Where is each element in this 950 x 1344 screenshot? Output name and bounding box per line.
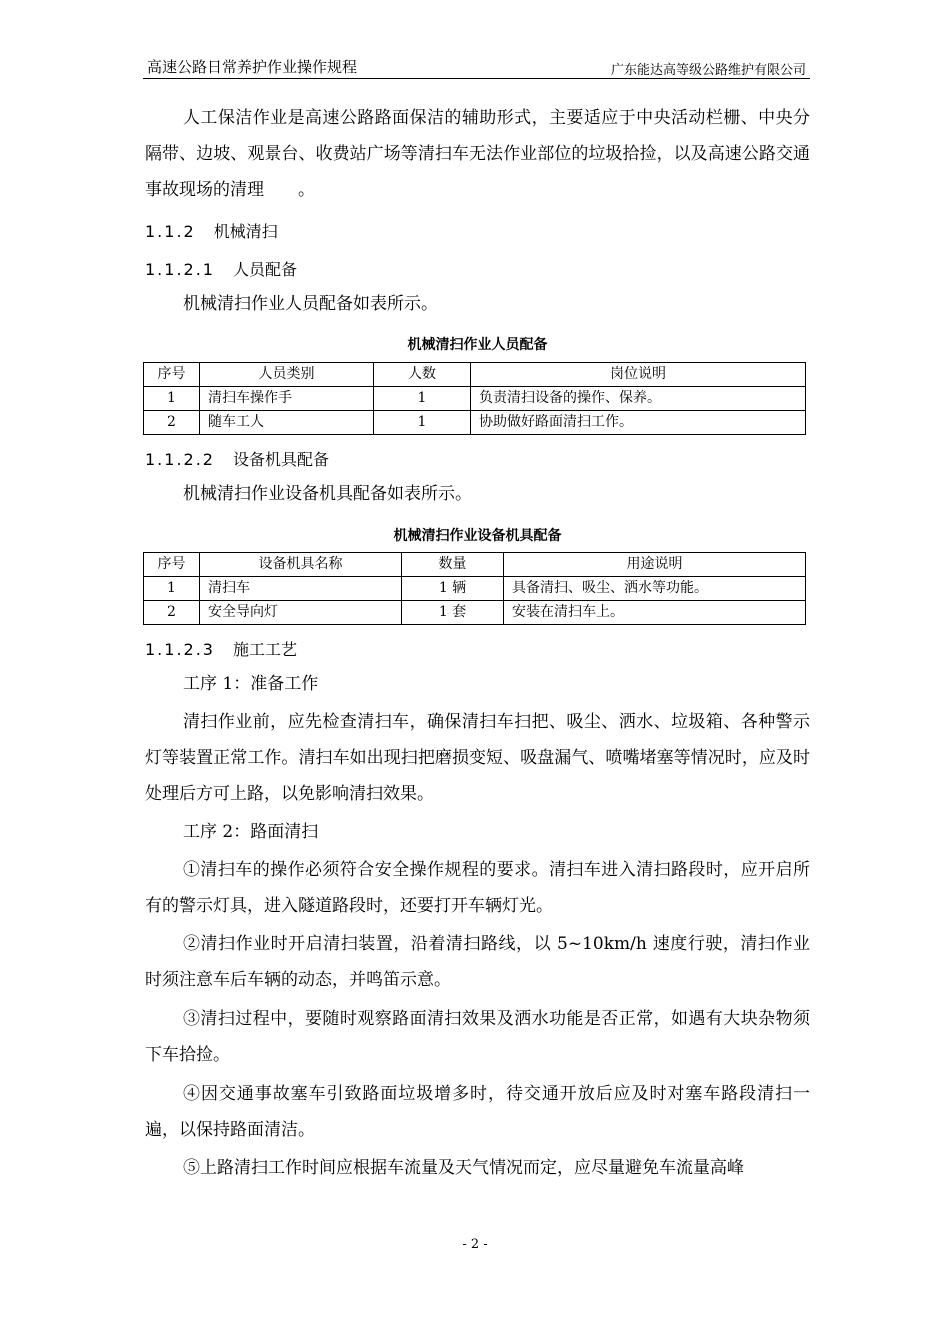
step1-title: 工序 1：准备工作 <box>183 674 319 694</box>
table-cell: 1 <box>374 387 471 411</box>
table-cell: 1 辆 <box>402 577 504 601</box>
section-heading-1-1-2-1 <box>145 257 297 280</box>
table-header-row <box>144 363 806 387</box>
table-cell: 1 <box>374 411 471 435</box>
table-header-row <box>144 553 806 577</box>
section-heading-1-1-2 <box>145 219 278 242</box>
personnel-table-caption: 机械清扫作业人员配备 <box>407 337 548 353</box>
table-cell: 2 <box>144 411 200 435</box>
table-header-cell: 人数 <box>374 363 471 387</box>
section-number: 1.1.2 <box>145 222 196 241</box>
section-title: 机械清扫 <box>213 222 278 241</box>
section-number: 1.1.2.3 <box>145 640 215 659</box>
table-header-cell: 序号 <box>144 553 200 577</box>
table-cell: 1 <box>144 577 200 601</box>
section-title: 人员配备 <box>232 260 297 279</box>
table-cell: 随车工人 <box>200 411 374 435</box>
table-row <box>144 577 806 601</box>
page-number: - 2 - <box>462 1237 488 1252</box>
table-cell: 1 套 <box>402 601 504 625</box>
table-cell: 安全导向灯 <box>200 601 402 625</box>
table-row <box>144 411 806 435</box>
section-heading-1-1-2-2 <box>145 447 329 470</box>
document-title: 高速公路日常养护作业操作规程 <box>147 58 358 76</box>
section-number: 1.1.2.2 <box>145 450 215 469</box>
step2-item-2: ②清扫作业时开启清扫装置，沿着清扫路线，以 5~10km/h 速度行驶，清扫作业时须注意车后车辆的动态，并鸣笛示意。 <box>145 934 810 990</box>
table-cell: 协助做好路面清扫工作。 <box>471 411 806 435</box>
company-name: 广东能达高等级公路维护有限公司 <box>610 63 806 78</box>
section-heading-1-1-2-3 <box>145 637 297 660</box>
table-header-cell: 设备机具名称 <box>200 553 402 577</box>
table-header-cell: 岗位说明 <box>471 363 806 387</box>
equipment-intro: 机械清扫作业设备机具配备如表所示。 <box>183 484 472 504</box>
section-title: 设备机具配备 <box>232 450 329 469</box>
table-header-cell: 数量 <box>402 553 504 577</box>
table-cell: 负责清扫设备的操作、保养。 <box>471 387 806 411</box>
table-cell: 清扫车操作手 <box>200 387 374 411</box>
equipment-table-caption: 机械清扫作业设备机具配备 <box>393 528 562 544</box>
step2-item-1: ①清扫车的操作必须符合安全操作规程的要求。清扫车进入清扫路段时，应开启所有的警示灯具，进入隧道路段时，还要打开车辆灯光。 <box>145 860 810 916</box>
table-cell: 2 <box>144 601 200 625</box>
section-title: 施工工艺 <box>232 640 297 659</box>
step2-item-5: ⑤上路清扫工作时间应根据车流量及天气情况而定，应尽量避免车流量高峰 <box>183 1158 744 1178</box>
table-cell: 清扫车 <box>200 577 402 601</box>
intro-paragraph: 人工保洁作业是高速公路路面保洁的辅助形式，主要适应于中央活动栏栅、中央分隔带、边坡、观景台、收费站广场等清扫车无法作业部位的垃圾拾捡，以及高速公路交通事故现场的清理 。 <box>145 108 810 200</box>
table-row <box>144 601 806 625</box>
table-header-cell: 用途说明 <box>504 553 806 577</box>
page-header <box>143 50 810 79</box>
step2-title: 工序 2：路面清扫 <box>183 822 319 842</box>
section-number: 1.1.2.1 <box>145 260 215 279</box>
table-cell: 安装在清扫车上。 <box>504 601 806 625</box>
equipment-table <box>143 552 806 625</box>
table-row <box>144 387 806 411</box>
personnel-intro: 机械清扫作业人员配备如表所示。 <box>183 294 438 314</box>
step2-item-3: ③清扫过程中，要随时观察路面清扫效果及洒水功能是否正常，如遇有大块杂物须下车拾捡。 <box>145 1009 810 1065</box>
personnel-table <box>143 362 806 435</box>
step2-item-4: ④因交通事故塞车引致路面垃圾增多时，待交通开放后应及时对塞车路段清扫一遍，以保持路面清洁。 <box>145 1084 810 1140</box>
table-header-cell: 人员类别 <box>200 363 374 387</box>
table-header-cell: 序号 <box>144 363 200 387</box>
step1-text: 清扫作业前，应先检查清扫车，确保清扫车扫把、吸尘、洒水、垃圾箱、各种警示灯等装置正常工作。清扫车如出现扫把磨损变短、吸盘漏气、喷嘴堵塞等情况时，应及时处理后方可上路，以免影响清扫效果。 <box>145 712 810 804</box>
table-cell: 具备清扫、吸尘、洒水等功能。 <box>504 577 806 601</box>
table-cell: 1 <box>144 387 200 411</box>
